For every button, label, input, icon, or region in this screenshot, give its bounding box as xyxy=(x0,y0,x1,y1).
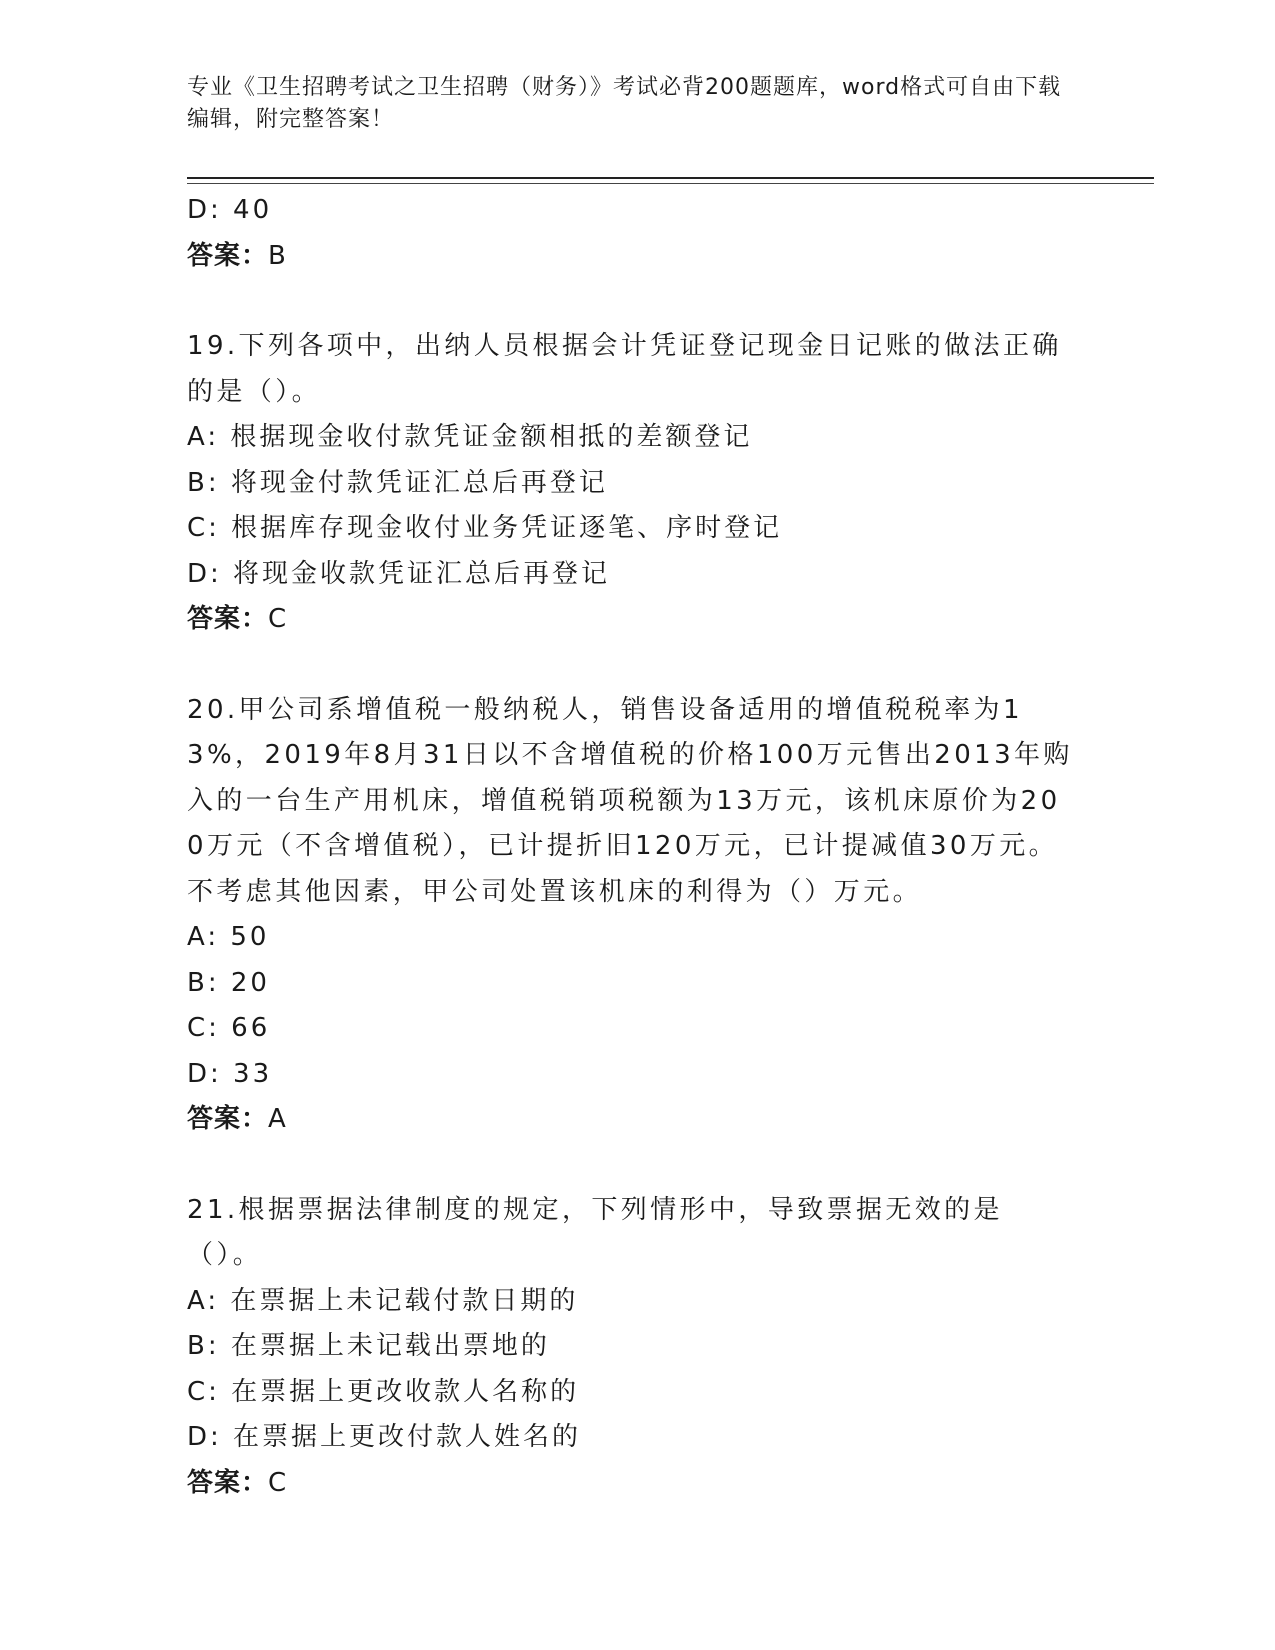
spacer xyxy=(187,279,1087,324)
answer-value: A xyxy=(268,1104,287,1134)
answer-label: 答案： xyxy=(187,240,269,271)
option-a: A: 在票据上未记载付款日期的 xyxy=(187,1285,579,1316)
spacer xyxy=(187,643,1087,688)
question-content xyxy=(187,188,1087,1506)
option-d: D: 33 xyxy=(187,1058,273,1089)
previous-question-tail xyxy=(187,188,1087,279)
option-c: C: 根据库存现金收付业务凭证逐笔、序时登记 xyxy=(187,513,783,543)
answer-line xyxy=(187,597,1087,643)
header-divider-thin xyxy=(187,183,1154,184)
question-21 xyxy=(187,1188,1087,1507)
question-20 xyxy=(187,688,1087,1143)
answer-label: 答案： xyxy=(187,1467,269,1498)
question-stem: 19.下列各项中，出纳人员根据会计凭证登记现金日记账的做法正确的是（）。 xyxy=(187,331,1062,407)
option-b: B: 将现金付款凭证汇总后再登记 xyxy=(187,467,608,498)
option-a: A: 50 xyxy=(187,922,270,952)
answer-value: B xyxy=(268,240,287,271)
header-divider-thick xyxy=(187,177,1154,179)
question-19 xyxy=(187,324,1087,643)
page-header-title: 专业《卫生招聘考试之卫生招聘（财务）》考试必背200题题库，word格式可自由下载编辑，附完整答案！ xyxy=(187,75,1062,132)
option-d: D: 40 xyxy=(187,195,273,225)
answer-value: C xyxy=(268,604,288,634)
option-b: B: 20 xyxy=(187,967,270,998)
answer-line xyxy=(187,1461,1087,1507)
question-stem: 21.根据票据法律制度的规定，下列情形中，导致票据无效的是（）。 xyxy=(187,1194,1003,1270)
answer-line xyxy=(187,234,1087,280)
answer-label: 答案： xyxy=(187,1104,269,1134)
option-b: B: 在票据上未记载出票地的 xyxy=(187,1331,550,1361)
option-d: D: 将现金收款凭证汇总后再登记 xyxy=(187,558,611,589)
answer-line xyxy=(187,1097,1087,1143)
spacer xyxy=(187,1143,1087,1188)
option-d: D: 在票据上更改付款人姓名的 xyxy=(187,1422,582,1452)
answer-value: C xyxy=(268,1467,288,1498)
option-c: C: 在票据上更改收款人名称的 xyxy=(187,1376,580,1407)
option-a: A: 根据现金收付款凭证金额相抵的差额登记 xyxy=(187,422,753,452)
option-c: C: 66 xyxy=(187,1013,271,1043)
question-stem: 20.甲公司系增值税一般纳税人，销售设备适用的增值税税率为13%，2019年8月31日以不含增值税的价格100万元售出2013年购入的一台生产用机床，增值税销项税额为13万元，该机床原价为200万元（不含增值税），已计提折旧120万元，已计提减值30万元。不考虑其他因素，甲公司处置该机床的利得为（）万元。 xyxy=(187,694,1073,907)
answer-label: 答案： xyxy=(187,604,269,634)
